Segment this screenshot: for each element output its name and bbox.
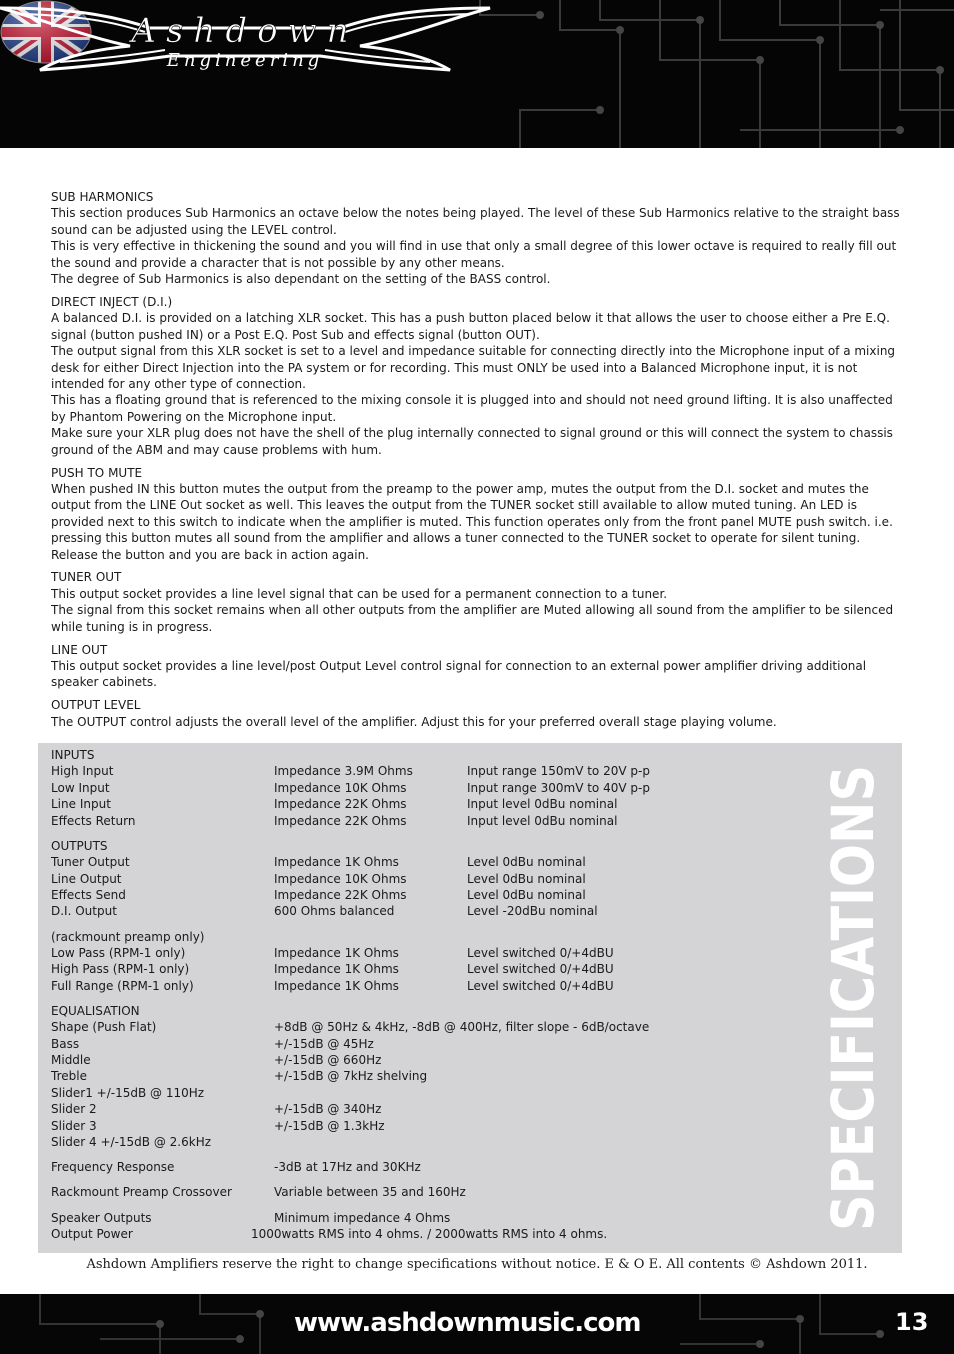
spec-detail: Input level 0dBu nominal bbox=[467, 797, 618, 812]
spec-value: Impedance 22K Ohms bbox=[274, 797, 407, 812]
spec-row bbox=[51, 854, 821, 870]
spec-value: Impedance 3.9M Ohms bbox=[274, 764, 413, 779]
spec-detail: Level 0dBu nominal bbox=[467, 855, 586, 870]
spec-label: Middle bbox=[51, 1053, 91, 1068]
spec-value: 1000watts RMS into 4 ohms. / 2000watts RMS into 4 ohms. bbox=[251, 1226, 608, 1241]
section-heading: LINE OUT bbox=[51, 642, 108, 657]
page-number: 13 bbox=[895, 1308, 929, 1336]
section-paragraph: This has a floating ground that is referenced to the mixing console it is plugged into and should not need ground lifting. It is also unaffected by Phantom Powering on the Microphone input. bbox=[51, 393, 893, 424]
spec-label: High Input bbox=[51, 764, 114, 779]
spec-label: Rackmount Preamp Crossover bbox=[51, 1185, 232, 1200]
page-header bbox=[0, 0, 954, 148]
spec-label: Low Pass (RPM-1 only) bbox=[51, 945, 186, 960]
section-paragraph: This section produces Sub Harmonics an octave below the notes being played. The level of these Sub Harmonics relative to the straight bass sound can be adjusted using the LEVEL control. bbox=[51, 206, 900, 237]
spec-row bbox=[51, 887, 821, 903]
section-paragraph: When pushed IN this button mutes the output from the preamp to the power amp, mutes the output from the D.I. socket and mutes the output from the LINE Out socket as well. This leaves the output from the TUNER socket still available to allow muted tuning. An LED is provided next to this switch to indicate when the amplifier is muted. This function operates only from the front panel MUTE push switch. i.e. pressing this button mutes all sound from the amplifier and allows a tuner connected to the TUNER socket to operate for silent tuning. Release the button and you are back in action again. bbox=[51, 481, 893, 562]
spec-value: Impedance 1K Ohms bbox=[274, 962, 399, 977]
spec-row bbox=[51, 1159, 821, 1175]
spec-detail: Input level 0dBu nominal bbox=[467, 813, 618, 828]
spec-row bbox=[51, 1019, 821, 1035]
spec-value: +/-15dB @ 340Hz bbox=[274, 1102, 382, 1117]
logo-brand-text: Ashdown bbox=[131, 11, 359, 51]
ashdown-logo bbox=[0, 0, 490, 86]
feature-description bbox=[51, 189, 903, 737]
spec-value: +/-15dB @ 1.3kHz bbox=[274, 1118, 385, 1133]
spec-label: Frequency Response bbox=[51, 1160, 175, 1175]
spec-value: Impedance 22K Ohms bbox=[274, 813, 407, 828]
section-paragraph: The degree of Sub Harmonics is also dependant on the setting of the BASS control. bbox=[51, 272, 551, 287]
spec-row bbox=[51, 1184, 821, 1200]
section-paragraph: This is very effective in thickening the sound and you will find in use that only a small degree of this lower octave is required to really fill out the sound and provide a character that is not possible by any other means. bbox=[51, 239, 897, 270]
section-heading: SUB HARMONICS bbox=[51, 190, 154, 204]
section-direct-inject-d-i bbox=[51, 294, 903, 458]
spec-label: EQUALISATION bbox=[51, 1003, 140, 1018]
section-paragraph: Make sure your XLR plug does not have the shell of the plug internally connected to signal ground or this will connect the system to chassis ground of the ABM and may cause problems with hum. bbox=[51, 426, 893, 457]
spec-row bbox=[51, 1003, 821, 1019]
specifications-table bbox=[51, 747, 821, 1251]
spec-value: Impedance 10K Ohms bbox=[274, 871, 407, 886]
spec-value: +/-15dB @ 7kHz shelving bbox=[274, 1069, 428, 1084]
spec-detail: Level switched 0/+4dBU bbox=[467, 978, 614, 993]
spec-group bbox=[51, 929, 821, 995]
spec-group bbox=[51, 838, 821, 920]
section-paragraph: This output socket provides a line level/post Output Level control signal for connection to an external power amplifier driving additional speaker cabinets. bbox=[51, 658, 867, 690]
section-push-to-mute bbox=[51, 465, 903, 563]
spec-value: Variable between 35 and 160Hz bbox=[274, 1185, 466, 1200]
spec-row bbox=[51, 945, 821, 961]
spec-row bbox=[51, 747, 821, 763]
spec-detail: Level -20dBu nominal bbox=[467, 904, 598, 919]
spec-value: +/-15dB @ 660Hz bbox=[274, 1053, 382, 1068]
section-heading: PUSH TO MUTE bbox=[51, 465, 143, 480]
spec-row bbox=[51, 780, 821, 796]
spec-label: Treble bbox=[51, 1069, 87, 1084]
spec-label: Line Output bbox=[51, 871, 122, 886]
section-heading: TUNER OUT bbox=[51, 570, 122, 585]
spec-value: Minimum impedance 4 Ohms bbox=[274, 1210, 451, 1225]
spec-group bbox=[51, 1159, 821, 1175]
spec-label: Tuner Output bbox=[51, 855, 130, 870]
spec-group bbox=[51, 1210, 821, 1243]
spec-row bbox=[51, 838, 821, 854]
spec-label: Speaker Outputs bbox=[51, 1210, 152, 1225]
spec-label: (rackmount preamp only) bbox=[51, 929, 205, 944]
spec-row bbox=[51, 1101, 821, 1117]
spec-detail: Level switched 0/+4dBU bbox=[467, 945, 614, 960]
disclaimer-notice: Ashdown Amplifiers reserve the right to change specifications without notice. E & O E. All contents © Ashdown 2011. bbox=[86, 1257, 868, 1272]
section-paragraph: The output signal from this XLR socket is set to a level and impedance suitable for connecting directly into the Microphone input of a mixing desk for either Direct Injection into the PA system or for recording. This must ONLY be used into a Balanced Microphone input, it is not intended for any other type of connection. bbox=[51, 344, 896, 391]
spec-label: OUTPUTS bbox=[51, 838, 108, 853]
section-sub-harmonics bbox=[51, 189, 903, 287]
page-footer bbox=[0, 1294, 954, 1354]
spec-label: Shape (Push Flat) bbox=[51, 1020, 157, 1035]
logo-sub-text: Engineering bbox=[166, 50, 324, 71]
spec-label: Effects Return bbox=[51, 813, 136, 828]
spec-group bbox=[51, 1184, 821, 1200]
spec-label: Bass bbox=[51, 1036, 80, 1051]
spec-label: INPUTS bbox=[51, 748, 95, 762]
section-paragraph: A balanced D.I. is provided on a latching XLR socket. This has a push button placed below it that allows the user to choose either a Pre E.Q. signal (button pushed IN) or a Post E.Q. Post Sub and effects signal (button OUT). bbox=[51, 311, 890, 342]
spec-row bbox=[51, 813, 821, 829]
spec-group bbox=[51, 1003, 821, 1151]
section-heading: DIRECT INJECT (D.I.) bbox=[51, 294, 173, 309]
spec-row bbox=[51, 763, 821, 779]
spec-row bbox=[51, 978, 821, 994]
specifications-title bbox=[819, 698, 887, 1231]
spec-value: Impedance 1K Ohms bbox=[274, 945, 399, 960]
spec-value: 600 Ohms balanced bbox=[274, 904, 395, 919]
spec-value: +8dB @ 50Hz & 4kHz, -8dB @ 400Hz, filter slope - 6dB/octave bbox=[274, 1020, 650, 1035]
spec-row bbox=[51, 1068, 821, 1084]
spec-value: -3dB at 17Hz and 30KHz bbox=[274, 1160, 421, 1175]
spec-row bbox=[51, 1118, 821, 1134]
spec-detail: Input range 300mV to 40V p-p bbox=[467, 780, 650, 795]
section-paragraph: The signal from this socket remains when all other outputs from the amplifier are Muted allowing all sound from the amplifier to be silenced while tuning is in progress. bbox=[51, 603, 894, 634]
specifications-title-text: SPECIFICATIONS bbox=[819, 698, 887, 1231]
spec-row bbox=[51, 796, 821, 812]
section-line-out bbox=[51, 642, 903, 691]
spec-label: D.I. Output bbox=[51, 904, 117, 919]
spec-row bbox=[51, 1210, 821, 1226]
section-heading: OUTPUT LEVEL bbox=[51, 698, 141, 713]
spec-detail: Input range 150mV to 20V p-p bbox=[467, 764, 650, 779]
spec-group bbox=[51, 747, 821, 829]
spec-label: Low Input bbox=[51, 780, 110, 795]
spec-value: Impedance 22K Ohms bbox=[274, 887, 407, 902]
spec-label: Slider 4 +/-15dB @ 2.6kHz bbox=[51, 1134, 212, 1149]
spec-label: Slider 3 bbox=[51, 1118, 97, 1133]
spec-label: Slider 2 bbox=[51, 1102, 97, 1117]
section-paragraph: The OUTPUT control adjusts the overall level of the amplifier. Adjust this for your preferred overall stage playing volume. bbox=[51, 714, 777, 729]
spec-row bbox=[51, 1052, 821, 1068]
spec-row bbox=[51, 1085, 821, 1101]
spec-label: Line Input bbox=[51, 797, 111, 812]
spec-detail: Level switched 0/+4dBU bbox=[467, 962, 614, 977]
spec-value: Impedance 1K Ohms bbox=[274, 978, 399, 993]
spec-label: Slider1 +/-15dB @ 110Hz bbox=[51, 1085, 205, 1100]
section-output-level bbox=[51, 697, 903, 730]
spec-detail: Level 0dBu nominal bbox=[467, 887, 586, 902]
spec-row bbox=[51, 1134, 821, 1150]
website-url[interactable]: www.ashdownmusic.com bbox=[294, 1308, 641, 1338]
spec-row bbox=[51, 871, 821, 887]
spec-label: Full Range (RPM-1 only) bbox=[51, 978, 194, 993]
section-tuner-out bbox=[51, 569, 903, 635]
spec-value: +/-15dB @ 45Hz bbox=[274, 1036, 374, 1051]
spec-value: Impedance 1K Ohms bbox=[274, 855, 399, 870]
spec-label: Output Power bbox=[51, 1226, 133, 1241]
spec-row bbox=[51, 903, 821, 919]
spec-value: Impedance 10K Ohms bbox=[274, 780, 407, 795]
spec-row bbox=[51, 1036, 821, 1052]
spec-row bbox=[51, 961, 821, 977]
spec-detail: Level 0dBu nominal bbox=[467, 871, 586, 886]
spec-row bbox=[51, 929, 821, 945]
spec-label: High Pass (RPM-1 only) bbox=[51, 962, 190, 977]
section-paragraph: This output socket provides a line level signal that can be used for a permanent connection to a tuner. bbox=[51, 586, 668, 601]
spec-label: Effects Send bbox=[51, 887, 126, 902]
spec-row bbox=[51, 1226, 821, 1242]
